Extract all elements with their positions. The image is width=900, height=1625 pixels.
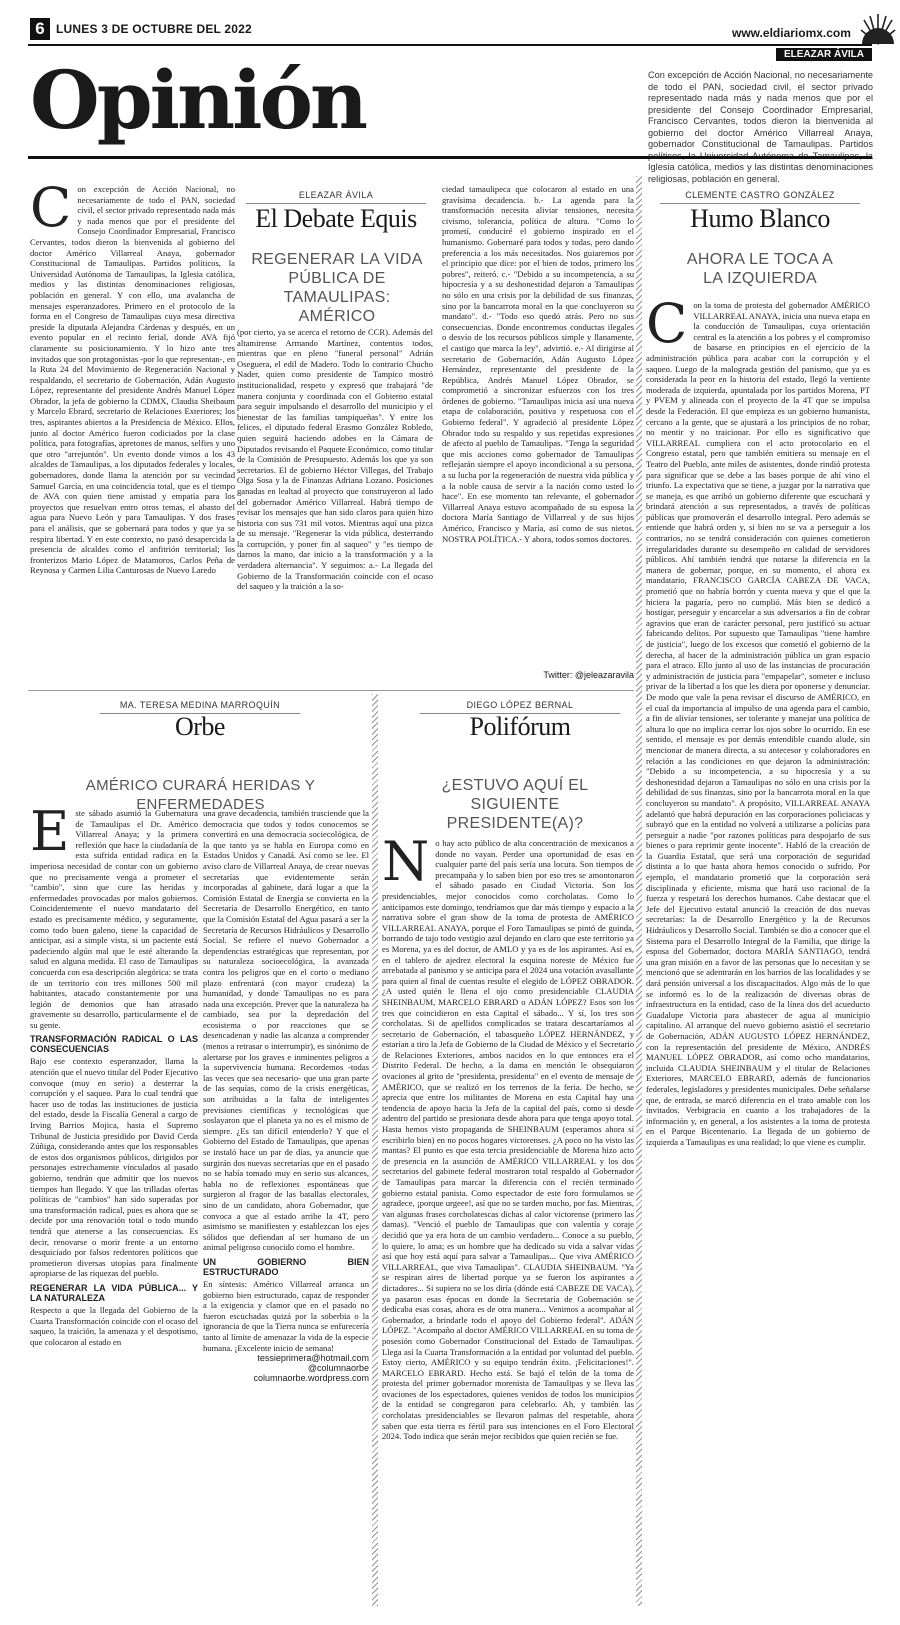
issue-date: LUNES 3 DE OCTUBRE DEL 2022 — [56, 22, 252, 36]
orbe-author: MA. TERESA MEDINA MARROQUÍN — [100, 700, 300, 714]
header-rule — [28, 44, 872, 46]
orbe-col1c: Respecto a que la llegada del Gobierno de la Cuarta Transformación coincide con el ocaso del saqueo, la traición, la amenaza y el despotismo, que colocaron al estado en — [30, 1304, 198, 1347]
column-divider — [372, 694, 378, 1606]
poliforum-author: DIEGO LÓPEZ BERNAL — [420, 700, 620, 714]
debate-col2: (por cierto, ya se acerca el retorno de CCR). Además del altamirense Armando Martínez, contentos todos, mientras que en pleno "funeral personal" Adrián Oseguera, el edil de Madero. Todo lo contrario Chucho Nader, quien como presidente de Tampico mostró institucionalidad, respeto y expresó que trabajará "de manera conjunta y coordinada con el Gobierno estatal para seguir impulsando el desarrollo del municipio y el bienestar de las familias tampiqueñas". Y entre los felices, el diputado federal Erasmo González Robledo, quien seguirá haciendo adobes en la Cámara de Diputados revisando el Paquete Económico, como titular de la Comisión de Presupuesto. Además los que ya son secretarios. El de gobierno Héctor Villegas, del Trabajo Olga Sosa y la de Finanzas Adriana Lozano. Posiciones ganadas en lealtad al proyecto que construyeron al lado del gobernador Américo Villarreal. Habrá tiempo de revisar los mensajes que han sido claros para quien hizo historia con sus 731 mil votos. Mientras aquí una pizca de su mensaje. "Regenerar la vida pública, desterrando la corrupción, y poner fin al saqueo" y "es tiempo de darnos la mano, dar inicio a la transformación y a la verdadera alternancia". Y seguimos: a.- La llegada del Gobierno de la Transformación coincide con el ocaso del saqueo y la traición a la so- — [237, 327, 433, 592]
page-number: 6 — [30, 18, 50, 40]
poliforum-dropcap: N — [382, 838, 430, 893]
header-author-tag: ELEAZAR ÁVILA — [776, 48, 872, 61]
orbe-twitter[interactable]: @columnaorbe — [307, 1363, 369, 1374]
orbe-col2b: En síntesis: Américo Villarreal arranca un gobierno bien estructurado, capaz de responder a la exigencia y clamor que en el pasado no fueron escuchadas quizá por la soberbia o la ignorancia de que la Tierra nunca se enfurecería tanto al límite de amenazar la vida de la especie humana. ¡Excelente inicio de semana! — [203, 1278, 369, 1353]
poliforum-column-title: Polifórum — [469, 712, 571, 741]
debate-author: ELEAZAR ÁVILA — [246, 190, 426, 204]
debate-col1 — [30, 184, 235, 684]
humo-body — [646, 300, 870, 1610]
masthead-rule — [28, 156, 872, 159]
column-divider — [636, 176, 642, 1606]
humo-headline: AHORA LE TOCA A LA IZQUIERDA — [686, 251, 834, 287]
section-divider — [28, 690, 634, 691]
orbe-headline: AMÉRICO CURARÁ HERIDAS Y ENFERMEDADES — [85, 777, 316, 813]
orbe-col1a: ste sábado asumió la Gubernatura de Tamaulipas el Dr. Américo Villarreal Anaya; y la primera reflexión que hace la ciudadanía de esta sufrida entidad radica en la imperiosa necesidad de contar con un gobierno que no precisamente venga a prometer el "cambio", sino que cure las heridas y enfermedades provocadas por malos gobiernos. Coincidentemente el nuevo mandatario del estado es precisamente médico, y seguramente, como todo buen galeno, tiene la capacidad de anticipar, así a simple vista, si un paciente está padeciendo algún mal que le esté alterando la salud en alguna medida. El caso de Tamaulipas concuerda con esa descripción alegórica: se trata de un territorio con tres millones 500 mil habitantes, atacado constantemente por una legión de demonios que han atrasado gravemente su desarrollo, particularmente el de su gente. — [30, 808, 198, 1030]
orbe-website[interactable]: columnaorbe.wordpress.com — [253, 1373, 369, 1384]
poliforum-headline: ¿ESTUVO AQUÍ EL SIGUIENTE PRESIDENTE(A)? — [441, 777, 589, 832]
poliforum-body-text: o hay acto público de alta concentración de mexicanos a donde no vayan. Perder una oportunidad de esas en cualquier parte del país sería una locura. Son tiempos de precampaña y lo saben bien por eso tres se amontonaron el sábado pasado en Ciudad Victoria. Son los presidenciables, mejor conocidos como corcholatas. Como lo anticipamos este domingo, tendríamos que dar más tiempo y espacio a la narrativa sobre el gran show de la toma de protesta de AMÉRICO VILLARREAL ANAYA, porque el Foro Tamaulipas se pintó de guinda, borrando de tajo todo vestigio azul dejando en claro que este territorio ya es Morena, ya es del doctor, de AMLO y ya es de los aspirantes. Así es, en el tablero de ajedrez electoral la esquina noreste de México fue arrebatada al panismo y se anticipa para el 2024 una votación avasallante para quien al final de cuentas resulte el elegido de LÓPEZ OBRADOR. ¿A usted quién le llena el ojo como presidenciable CLAUDIA SHEINBAUM, MARCELO EBRARD o ADÁN LÓPEZ? Esos son los tres que coincidieron en esta Capital el sábado... Y sí, los tres son corcholatas. Si de apellidos complicados se tratara descartaríamos al secretario de Gobernación, el tabasqueño LÓPEZ HERNÁNDEZ, y estarían a tiro la Jefa de Gobierno de la Ciudad de México y el Secretario de Relaciones Exteriores, ambos nacidos en lo que entonces era el Distrito Federal. De hecho, a la dama en mención le obsequiaron ovaciones al grito de "presidenta, presidenta" en el evento de mensaje de AMÉRICO, que se realizó en los terrenos de la feria. De hecho, se aprecia que entre los militantes de Morena en esta Capital hay una tendencia de apoyo hacia la Jefa de la capital del país, como si desde adentro del partido se presionara desde ahora para que tenga apoyo total. Hasta hemos visto propaganda de SHEINBAUM (esperamos ahora sí escribirlo bien) en no pocos hogares victorenses. ¿A poco no ha visto las mantas? El punto es que esta tercia presidenciable de Morena hizo acto de presencia en la asunción de AMÉRICO VILLARREAL y los dos secretarios del gabinete federal mostraron total respaldo al Gobernador de Tamaulipas para marcar la diferencia con el recién terminado gobierno estatal panista. Como espectador de este foro formulamos se agradece, ¡porque urgeee!, así que no se tarden mucho, por fas. Mientras, van algunas frases corcholatescas dichas al calor victorense (primero las damas). "Venció el pueblo de Tamaulipas que con valentía y coraje decidió que ya era hora de un cambio verdadero... Conoce a su pueblo, lo quiere, lo ama; es un hombre que ha dedicado su vida a salvar vidas así que hoy está aquí para salvar a Tamaulipas... Que viva AMÉRICO VILLARREAL, que viva Tamaulipas". CLAUDIA SHEINBAUM. "Ya se respiran aires de libertad porque ya se fueron los aspirantes a dictadores... Si supiera no se los diría (dónde está CABEZE DE VACA), ya pasaron esas épocas en donde la Secretaría de Gobernación se dedicaba esas cosas, ahora es de otra manera... Venimos a acompañar al Gobernador, a brindarle todo el apoyo del Gobierno federal". ADÁN LÓPEZ. "Acompaño al doctor AMÉRICO VILLARREAL en su toma de posesión como Gobernador Constitucional del Estado de Tamaulipas. Llega así la Cuarta Transformación a la entidad por voluntad del pueblo. Estoy cierto, AMÉRICO y su equipo tendrán éxito. ¡Felicitaciones!". MARCELO EBRARD. Hecho está. Se bajó el telón de la toma de protesta del primer gobernador morenista de Tamaulipas y se lleva las ovaciones de los espectadores, quienes venidos de todos los municipios de la entidad se congregaron para celebrarlo. Ah, y también las corcholatas presidenciables se llevaron palmas del respetable, ahora saben que esta tierra es fértil para sus intenciones en el Foro Electoral 2024. Todo indica que serán mejor recibidos que quien recién se fue. — [382, 838, 634, 1442]
humo-dropcap: C — [646, 300, 688, 355]
debate-column-title: El Debate Equis — [255, 204, 417, 233]
debate-signature[interactable]: Twitter: @jeleazaravila — [543, 670, 634, 680]
humo-author: CLEMENTE CASTRO GONZÁLEZ — [660, 190, 860, 204]
humo-column-title: Humo Blanco — [690, 204, 830, 233]
orbe-col1 — [30, 808, 198, 1608]
sun-logo-icon — [860, 10, 896, 46]
orbe-column-title: Orbe — [175, 712, 225, 741]
orbe-subhead-1: TRANSFORMACIÓN RADICAL O LAS CONSECUENCIAS — [30, 1034, 198, 1055]
debate-col3: ciedad tamaulipeca que colocaron al estado en una gravísima decadencia. b.- La agenda para la transformación necesita aliviar tensiones, necesita civismo, tolerancia, política de altura. "Como lo prometí, conduciré el gobierno inspirado en el humanismo. Gobernaré para todos y todas, pero dando preferencia a los más necesitados. Nos guiaremos por el principio que dice: por el bien de todos, primero los pobres", reiteró. c.- "Debido a su incompetencia, a su hipocresía y a su deshonestidad dejaron a Tamaulipas no sólo en una crisis por la debilidad de sus finanzas, sino por la bancarrota moral en la que concluyeron su mandato". d.- "Todo eso quedó atrás. Pero no sus consecuencias. Donde encontremos conductas ilegales o desvío de los recursos públicos simple y llanamente, el castigo que marca la ley", advirtió. e.- Al dirigirse al secretario de Gobernación, Adán Augusto López Hernández, representante del presidente de la República, Andrés Manuel López Obrador, se comprometió a sincronizar esfuerzos con los tres órdenes de gobierno. "Tamaulipas inicia así una nueva etapa de colaboración, positiva y respetuosa con el Gobierno federal". Y agradeció al presidente López Obrador todo su respaldo y sus repetidas expresiones de afecto al pueblo de Tamaulipas. "Tenga la seguridad que mis acciones como gobernador de Tamaulipas reflejarán siempre el apoyo incondicional a su persona, a su lucha por la regeneración de nuestra vida pública y a la noble causa de servir a la nación como usted lo hace". En ese momento tan relevante, el gobernador Villarreal Anaya estuvo acompañado de su esposa la doctora María Santiago de Villarreal y de sus hijos Américo, Francisco y María, así como de sus nietos. NOSTRA POLÍTICA.- Y ahora, todos somos doctores. — [442, 184, 634, 544]
debate-headline: REGENERAR LA VIDA PÚBLICA DE TAMAULIPAS: AMÉRICO — [251, 251, 423, 325]
orbe-subhead-3: UN GOBIERNO BIEN ESTRUCTURADO — [203, 1256, 369, 1277]
orbe-col1b: Bajo ese contexto esperanzador, llama la atención que el nuevo titular del Poder Ejecutivo convoque (muy en serio) a desterrar la corrupción y el saqueo. Para lo cual tendrá que hacer uso de todas las instituciones de justicia del estado, desde la Fiscalía General a cargo de Irving Barrios Mojica, hasta el Supremo Tribunal de Justicia presidido por David Cerda Zúñiga, considerando antes que los responsables de estos dos organismos públicos, dirigidos por personajes estrechamente vinculados al pasado gobierno, tendrán que admitir que los nuevos tiempos han llegado. Y que las trilladas ofertas políticas de "cambios" han sido superadas por una transformación radical, pues es ahora que se decide por una renovación total o todo mundo tendrá que atenerse a las consecuencias. Es decir, renovarse o morir frente a un entorno desquiciado por falsos redentores políticos que prometieron diversas utopías para finalmente apropiarse de las riquezas del pueblo. — [30, 1056, 198, 1279]
debate-dropcap: C — [30, 184, 72, 239]
site-url[interactable]: www.eldiariomx.com — [732, 26, 851, 40]
debate-col1-text: on excepción de Acción Nacional, no necesariamente de todo el PAN, sociedad civil, el sector privado representado nada más y nada menos que por el presidente del Consejo Coordinador Empresarial, Francisco Cervantes, todos dieron la bienvenida al gobierno del doctor Américo Villarreal Anaya, gobernador Constitucional de Tamaulipas. Partidos políticos, la Universidad Autónoma de Tamaulipas, la Iglesia católica, medios y las distintas denominaciones religiosas, población en general. Y con ello, una avalancha de mensajes esperanzadores. Primero en el protocolo de la forma en el Congreso de Tamaulipas cuya mesa directiva preside la diputada Alejandra Cárdenas y después, en un evento popular en el recinto ferial, donde AVA fijó claramente su posicionamiento. Y lo hizo ante tres invitados que son protagonistas -por lo que representan-, en la Ruta 24 del Movimiento de Regeneración Nacional y respaldando, el secretario de Gobernación, Adán Augusto López, representante del presidente Andrés Manuel López Obrador, la jefa de gobierno la CDMX, Claudia Sheibaum y Marcelo Ebrard, secretario de Relaciones Exteriores; los tres, aspirantes abiertos a la Presidencia de México. Ellos, junto al doctor Américo fueron codiciados por la clase política, para fotografías, apretones de manos, selfies y uno que otro "arrejuntón". Un evento donde vimos a los 43 alcaldes de Tamaulipas, a los diputados federales y locales, gobernadores, donde llama la atención por su vecindad Samuel García, en una coincidencia total, que es el tiempo de AVA con quien tiene amistad y empatía para los proyectos que resuelvan entro otros temas, el abasto del agua para Nuevo León y para Tamaulipas. Y dos frases para el análisis, que se gobernará para todos y que ya se respira libertad. Y en este contexto, no pasó desapercida la presencia de alcaldes como el anfitrión territorial; los fronterizos Mario López de Matamoros, Carlos Peña de Reynosa y Carmen Lilia Canturosas de Nuevo Laredo — [30, 184, 235, 576]
orbe-col2 — [203, 808, 369, 1598]
poliforum-body — [382, 838, 634, 1608]
orbe-dropcap: E — [30, 808, 70, 863]
orbe-email[interactable]: tessieprimera@hotmail.com — [257, 1353, 369, 1364]
section-deck: Con excepción de Acción Nacional, no necesariamente de todo el PAN, sociedad civil, el sector privado representado nada más y nada menos que por el presidente del Consejo Coordinador Empresarial, Francisco Cervantes, todos dieron la bienvenida al gobierno del doctor Américo Villarreal Anaya, gobernador Constitucional de Tamaulipas. Partidos políticos, la Universidad Autónoma de Tamaulipas, la Iglesia católica, medios y las distintas denominaciones religiosas, población en general. — [648, 70, 873, 184]
orbe-col2a: una grave decadencia, también trasciende que la democracia que todos y todos conocemos se convertirá en una democracia sociecológica, de la que tanto ya se habla en Europa como en Estados Unidos y Canadá. Así como se lee. El aviso claro de Villarreal Anaya, de crear nuevas secretarías que evidentemente serán incorporadas al gabinete, dará lugar a que la Comisión Estatal de Energía se convierta en la Secretaría de Desarrollo Energético, en tanto que la Comisión Estatal del Agua pasará a ser la Secretaría de Recursos Hidráulicos y Desarrollo Social. Se refiere el nuevo Gobernador a dependencias estratégicas que representan, por su naturaleza socioecológica, la avanzada contra los peligros que en el corto o mediano plazo enfrentará (con mayor crudeza) la humanidad, y donde Tamaulipas no es para nada una excepción. Prever que la naturaleza ha cambiado, sea por la depredación del ecosistema o por reacciones que se desencadenan y nadie las alcanza a comprender (menos a retrasar o interrumpir), es sinónimo de alertarse por los graves e inminentes peligros a la supervivencia humana. Recordemos -todas las veces que sea necesario- que una gran parte de las sequías, como de la crisis energéticas, son atribuidas a la falta de inteligentes previsiones científicas y tecnológicas que soslayaron que el planeta ya no es el mismo de siempre. ¿Es tan difícil entenderlo? Y que el Gobierno del Estado de Tamaulipas, que apenas se instaló hace un par de días, ya anuncie que surgirán dos nuevas secretarías que en el pasado no se había tomado muy en serio sus alcances, habla no de reflexiones espontáneas que surgieron al fragor de las batallas electorales, sino de un candidato, ahora Gobernador, que convoca a que al estado arribe la 4T, pero asimismo se manifiesten y establezcan los ejes sólidos que defiendan al ser humano de un animal peligroso conocido como el hombre. — [203, 808, 369, 1253]
section-title: Opinión — [30, 53, 366, 147]
humo-body-text: on la toma de protesta del gobernador AMÉRICO VILLARREAL ANAYA, inicia una nueva etapa en la conducción de Tamaulipas, cuya orientación central es la atención a los pobres y el compromiso de basarse en principios en el ejercicio de la administración pública para acabar con la corrupción y el saqueo. Luego de la malograda gestión del panismo, que ya es considerada la peor en la historia del estado, llegó la vertiente moderada de izquierda, apuntalada por los partidos Morena, PT y PVEM y alineada con el proyecto de la 4T que se impulsa desde la Federación. El que empieza es un gobierno humanista, cercano a la gente, que se ajustará a los principios de no robar, no mentir y no traicionar. Por ello es significativo que VILLARREAL cumpliera con el acto protocolario en el Congreso estatal, pero que también emitiera su mensaje en el Teatro del Pueblo, ante miles de asistentes, donde rindió protesta para significar que se debe a las bases porque de ahí vino el triunfo. La expectativa que se tiene, a juzgar por la narrativa que se maneja, es que arribó un gobierno diferente que escuchará y brindará atención a sus representados, a través de políticas públicas que promoverán el desarrollo integral. Pero además se entiende que habrá orden y, si bien no se va a perseguir a los contrarios, no se tendrá consideración con quienes cometieron irregularidades durante su desempeño en calidad de servidores públicos. Ahí también tendrá que notarse la diferencia en la manera de gobernar, porque, en su momento, el ahora ex mandatario, FRANCISCO GARCÍA CABEZA DE VACA, prometió que no habría borrón y cuenta nueva y que el que la hiciera la pagaría, pero no cumplió. Más bien se dedicó a hostigar, perseguir y encarcelar a sus adversarios a fin de cobrar agravios que eran de carácter personal, pero justificó su actuar fabricando delitos. Por supuesto que Tamaulipas "tiene hambre de justicia", luego de los excesos que cometió el gobierno de la derecha, al hacer de la administración pública un gran espacio para el atraco. Ello junto al uso de las instancias de procuración y administración de justicia para "empapelar", someter e incluso privar de la libertad a los que les diera por oponerse y denunciar. De modo que vale la pena revisar el discurso de AMÉRICO, en el cual da importancia al impulso de una agenda para el cambio, a fin de aliviar tensiones, ser tolerante y manejar una política de altura lo que no implica cerrar los ojos sobre lo ocurrido. En ese sentido, el mensaje es por demás entendible cuando alude, sin mencionar de manera directa, a su antecesor y colaboradores en relación a las condiciones en que dejaron la administración: "Debido a su incompetencia, a su hipocresía y a su deshonestidad dejaron a Tamaulipas no sólo en una crisis por la debilidad de sus finanzas, sino por la bancarrota moral en la que concluyeron su mandato". A propósito, VILLARREAL ANAYA adelantó que habrá depuración en las corporaciones policiacas y subrayó que en la entidad no volverá a utilizarse a policías para perseguir a nadie "por razones políticas para despojarlo de sus bienes o para reprimir gente inocente". Habló de la creación de la Guardia Estatal, que será una corporación de seguridad distinta a lo que hasta ahora hemos conocido o sufrido. Por ejemplo, el mandatario prometió que la corporación será disciplinada y eficiente, misma que hará uso racional de la fuerza y respetará los derechos humanos. Cabe destacar que el Jefe del Ejecutivo estatal anunció la creación de dos nuevas secretarías: la de Desarrollo Energético y la de Recursos Hidráulicos y Desarrollo Social. También se dio a conocer que el Sistema para el Desarrollo Integral de la Familia, que dirige la esposa del Gobernador, doctora MARÍA SANTIAGO, tendrá una gran misión en a favor de las personas que lo necesitan y se mencionó que se adentrarán en los barrios de las localidades y se dará pensión universal a los discapacitados. Algo más de lo que se informó es lo de la realización de diversas obras de infraestructura en la entidad, caso de la línea dos del acueducto Guadalupe Victoria para abastecer de agua al municipio capitalino. Al arranque del nuevo gobierno asistió el secretario de Gobernación, ADÁN AUGUSTO LÓPEZ HERNÁNDEZ, con la representación del presidente de México, ANDRÉS MANUEL LÓPEZ OBRADOR, así como ocho mandatarios, incluida CLAUDIA SHEINBAUM y el titular de Relaciones Exteriores, MARCELO EBRARD, además de funcionarios federales, legisladores y presidentes municipales. Debe señalarse que, de entrada, se marcó diferencia en el trato amable con los invitados. Verbigracia en cuanto a los trabajadores de la información y, en general, a los asistentes a la toma de protesta en el Parque Bicentenario. La llegada de un gobierno de izquierda a Tamaulipas es una realidad; lo que viene es cumplir. — [646, 300, 870, 1147]
orbe-subhead-2: REGENERAR LA VIDA PÚBLICA... Y LA NATURALEZA — [30, 1282, 198, 1303]
